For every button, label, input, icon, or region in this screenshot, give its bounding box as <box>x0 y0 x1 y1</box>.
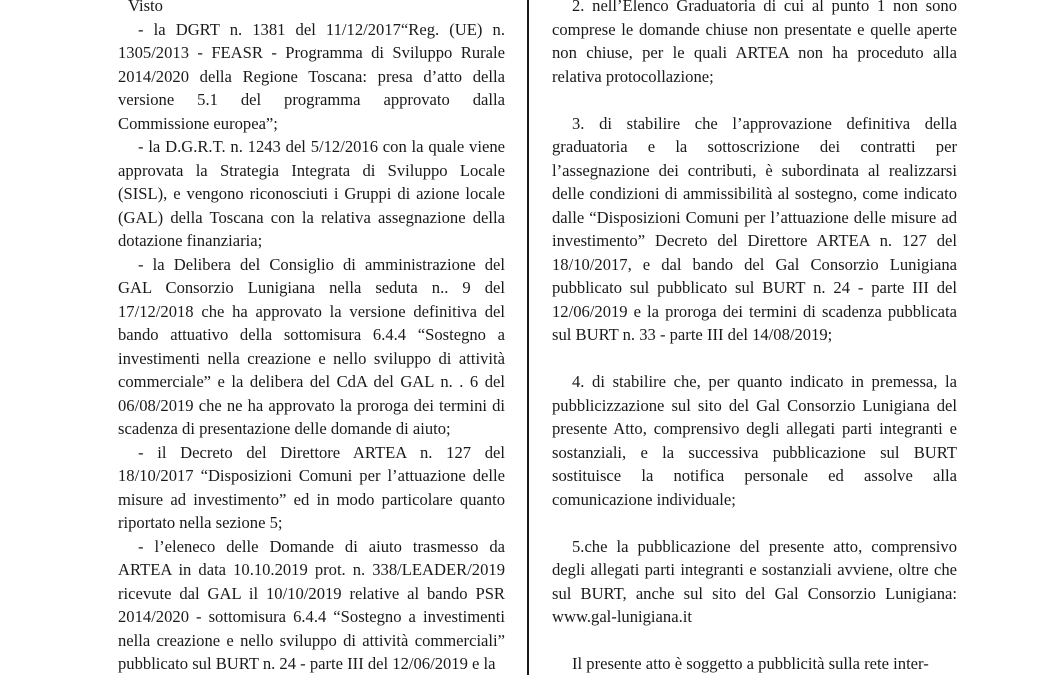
left-column <box>118 0 505 676</box>
right-column <box>552 0 957 676</box>
left-paragraph-2: - la D.G.R.T. n. 1243 del 5/12/2016 con la quale viene approvata la Strategia Integrata di Sviluppo Locale (SISL), e vengono riconosciuti i Gruppi di azione locale (GAL) della Toscana con la relativa assegnazione della dotazione finanziaria; <box>118 137 505 250</box>
visto-heading: Visto <box>128 0 163 15</box>
column-divider <box>527 0 529 675</box>
right-paragraph-2: 2. nell’Elenco Graduatoria di cui al punto 1 non sono comprese le domande chiuse non presentate e quelle aperte non chiuse, per le quali ARTEA non ha proceduto alla relativa protocollazione; <box>552 0 957 86</box>
right-paragraph-final: Il presente atto è soggetto a pubblicità sulla rete inter- <box>572 654 929 673</box>
right-paragraph-4: 4. di stabilire che, per quanto indicato in premessa, la pubblicizzazione sul sito del Gal Consorzio Lunigiana del presente Atto, comprensivo degli allegati parti integranti e sostanziali, e la successiva pubblicazione sul BURT sostituisce la notifica personale ed assolve alla comunicazione individuale; <box>552 372 957 509</box>
right-paragraph-3: 3. di stabilire che l’approvazione definitiva della graduatoria e la sottoscrizione dei contratti per l’assegnazione dei contributi, è subordinata al realizzarsi delle condizioni di ammissibilità al sostegno, come indicato dalle “Disposizioni Comuni per l’attuazione delle misure ad investimento” Decreto del Direttore ARTEA n. 127 del 18/10/2017, e dal bando del Gal Consorzio Lunigiana pubblicato sul pubblicato sul BURT n. 24 - parte III del 12/06/2019 e la proroga dei termini di scadenza pubblicata sul BURT n. 33 - parte III del 14/08/2019; <box>552 113 957 344</box>
left-paragraph-5: - l’eleneco delle Domande di aiuto trasmesso da ARTEA in data 10.10.2019 prot. n. 338/LEADER/2019 ricevute dal GAL il 10/10/2019 relative al bando PSR 2014/2020 - sottomisura 6.4.4 “Sostegno a investimenti nella creazione e nello sviluppo di attività commerciali” pubblicato sul BURT n. 24 - parte III del 12/06/2019 e la <box>118 536 505 673</box>
left-paragraph-4: - il Decreto del Direttore ARTEA n. 127 del 18/10/2017 “Disposizioni Comuni per l’attuazione delle misure ad investimento” ed in modo particolare quanto riportato nella sezione 5; <box>118 442 505 532</box>
left-paragraph-1: - la DGRT n. 1381 del 11/12/2017“Reg. (UE) n. 1305/2013 - FEASR - Programma di Sviluppo Rurale 2014/2020 della Regione Toscana: presa d’atto della versione 5.1 del programma approvato dalla Commissione europea”; <box>118 19 505 133</box>
right-paragraph-5: 5.che la pubblicazione del presente atto, comprensivo degli allegati parti integranti e sostanziali avviene, oltre che sul BURT, anche sul sito del Gal Consorzio Lunigiana: www.gal-lunigiana.it <box>552 536 957 626</box>
left-paragraph-3: - la Delibera del Consiglio di amministrazione del GAL Consorzio Lunigiana nella seduta n.. 9 del 17/12/2018 che ha approvato la versione definitiva del bando attuativo della sottomisura 6.4.4 “Sostegno a investimenti nella creazione e nello sviluppo di attività commerciale” e la delibera del CdA del GAL n. . 6 del 06/08/2019 che ne ha approvato la proroga dei termini di scadenza di presentazione delle domande di aiuto; <box>118 254 505 438</box>
